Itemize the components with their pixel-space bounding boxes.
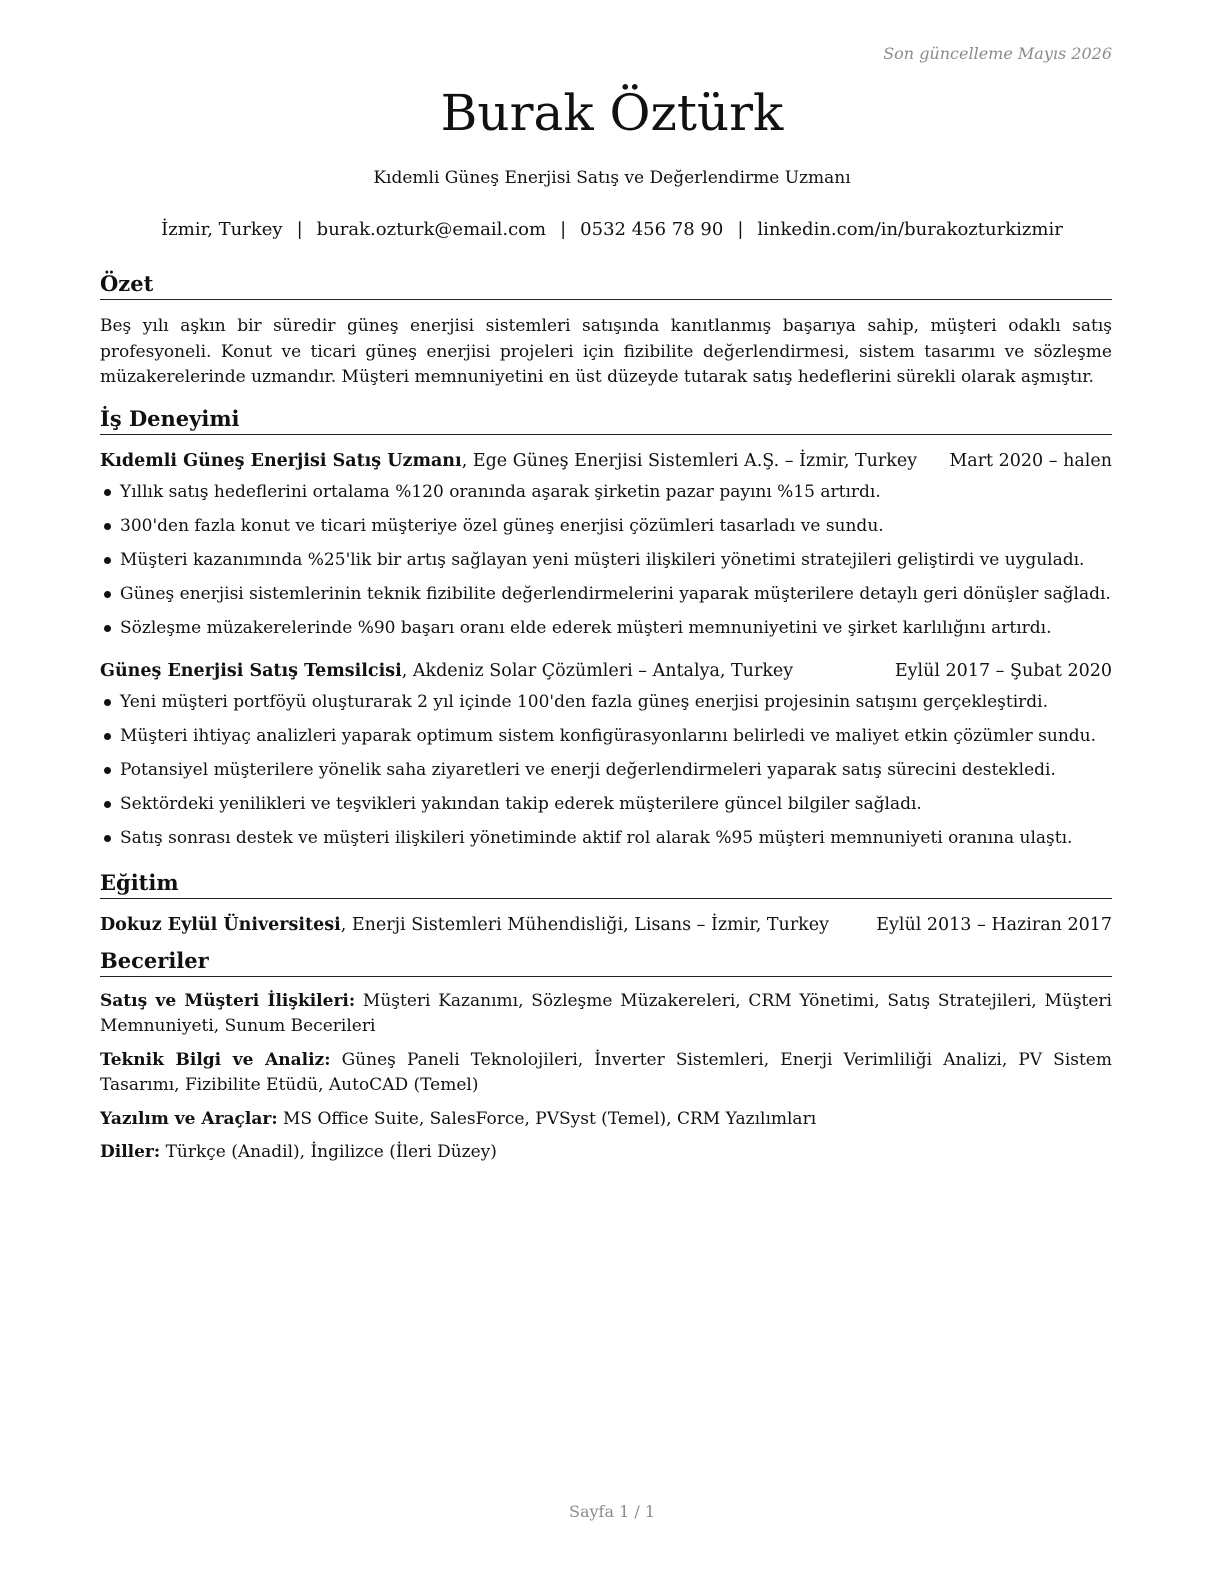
job-role: Kıdemli Güneş Enerjisi Satış Uzmanı [100, 450, 462, 471]
job-bullet: Güneş enerjisi sistemlerinin teknik fizibilite değerlendirmelerini yaparak müşterilere detaylı geri dönüşler sağladı. [100, 577, 1112, 611]
skill-group-label: Diller: [100, 1142, 161, 1162]
summary-heading: Özet [100, 270, 1112, 300]
job-bullet: Sözleşme müzakerelerinde %90 başarı oranı elde ederek müşteri memnuniyetini ve şirket karlılığını artırdı. [100, 611, 1112, 645]
page-number: Sayfa 1 / 1 [568, 1502, 655, 1521]
education-title-line [100, 911, 829, 939]
skill-group-label: Yazılım ve Araçlar: [100, 1108, 278, 1129]
job-bullet: Müşteri kazanımında %25'lik bir artış sağlayan yeni müşteri ilişkileri yönetimi stratejileri geliştirdi ve uyguladı. [100, 543, 1112, 577]
contact-separator: | [296, 219, 303, 240]
job-title-line [100, 447, 917, 475]
skill-group-label: Teknik Bilgi ve Analiz: [100, 1049, 331, 1070]
skill-group [100, 1048, 1112, 1099]
skill-group-items: Güneş Paneli Teknolojileri, İnverter Sistemleri, Enerji Verimliliği Analizi, PV Sistem Tasarımı, Fizibilite Etüdü, AutoCAD (Temel) [100, 1049, 1112, 1095]
contact-phone: 0532 456 78 90 [580, 219, 724, 240]
job-bullet: 300'den fazla konut ve ticari müşteriye özel güneş enerjisi çözümleri tasarladı ve sundu. [100, 509, 1112, 543]
contact-separator: | [737, 219, 744, 240]
job-bullet: Potansiyel müşterilere yönelik saha ziyaretleri ve enerji değerlendirmeleri yaparak satış sürecini destekledi. [100, 753, 1112, 787]
job-entry [100, 447, 1112, 645]
candidate-name: Burak Öztürk [440, 84, 784, 142]
contact-separator: | [560, 219, 567, 240]
resume-body [100, 270, 1112, 1166]
experience-heading: İş Deneyimi [100, 405, 1112, 435]
skills-heading: Beceriler [100, 947, 1112, 977]
job-bullet: Yıllık satış hedeflerini ortalama %120 oranında aşarak şirketin pazar payını %15 artırdı. [100, 475, 1112, 509]
education-heading: Eğitim [100, 869, 1112, 899]
education-dates: Eylül 2013 – Haziran 2017 [876, 914, 1112, 935]
candidate-title: Kıdemli Güneş Enerjisi Satış ve Değerlendirme Uzmanı [373, 168, 851, 188]
job-role: Güneş Enerjisi Satış Temsilcisi [100, 660, 402, 681]
summary-text: Beş yılı aşkın bir süredir güneş enerjisi sistemleri satışında kanıtlanmış başarıya sahip, müşteri odaklı satış profesyoneli. Konut ve ticari güneş enerjisi projeleri için fizibilite değerlendirmesi, sistem tasarımı ve sözleşme müzakerelerinde uzmandır. Müşteri memnuniyetini en üst düzeyde tutarak satış hedeflerini sürekli olarak aşmıştır. [100, 316, 1112, 387]
skill-group [100, 1140, 1112, 1166]
contact-linkedin[interactable]: linkedin.com/in/burakozturkizmir [757, 219, 1063, 240]
education-detail: , Enerji Sistemleri Mühendisliği, Lisans – İzmir, Turkey [340, 914, 830, 935]
job-header [100, 447, 1112, 475]
job-entry [100, 657, 1112, 855]
job-bullet: Müşteri ihtiyaç analizleri yaparak optimum sistem konfigürasyonlarını belirledi ve maliyet etkin çözümler sundu. [100, 719, 1112, 753]
contact-line [0, 219, 1224, 240]
skill-group [100, 989, 1112, 1040]
skill-group-label: Satış ve Müşteri İlişkileri: [100, 990, 356, 1011]
job-title-line [100, 657, 793, 685]
job-bullet: Satış sonrası destek ve müşteri ilişkileri yönetiminde aktif rol alarak %95 müşteri memnuniyeti oranına ulaştı. [100, 821, 1112, 855]
last-updated: Son güncelleme Mayıs 2026 [883, 44, 1112, 63]
job-header [100, 657, 1112, 685]
job-bullet: Yeni müşteri portföyü oluşturarak 2 yıl içinde 100'den fazla güneş enerjisi projesinin satışını gerçekleştirdi. [100, 685, 1112, 719]
job-dates: Mart 2020 – halen [949, 450, 1112, 471]
job-dates: Eylül 2017 – Şubat 2020 [894, 660, 1112, 681]
job-company: , Ege Güneş Enerjisi Sistemleri A.Ş. – İzmir, Turkey [461, 450, 918, 471]
skill-group-items: Türkçe (Anadil), İngilizce (İleri Düzey) [160, 1142, 497, 1162]
skill-group [100, 1107, 1112, 1133]
education-entry [100, 911, 1112, 939]
contact-email[interactable]: burak.ozturk@email.com [316, 219, 547, 240]
education-school: Dokuz Eylül Üniversitesi [100, 914, 341, 935]
skill-group-items: MS Office Suite, SalesForce, PVSyst (Temel), CRM Yazılımları [277, 1108, 817, 1129]
contact-location: İzmir, Turkey [161, 219, 283, 240]
job-bullets [100, 475, 1112, 645]
job-company: , Akdeniz Solar Çözümleri – Antalya, Turkey [401, 660, 794, 681]
job-bullets [100, 685, 1112, 855]
job-bullet: Sektördeki yenilikleri ve teşvikleri yakından takip ederek müşterilere güncel bilgiler sağladı. [100, 787, 1112, 821]
skill-group-items: Müşteri Kazanımı, Sözleşme Müzakereleri, CRM Yönetimi, Satış Stratejileri, Müşteri Memnuniyeti, Sunum Becerileri [100, 990, 1112, 1036]
